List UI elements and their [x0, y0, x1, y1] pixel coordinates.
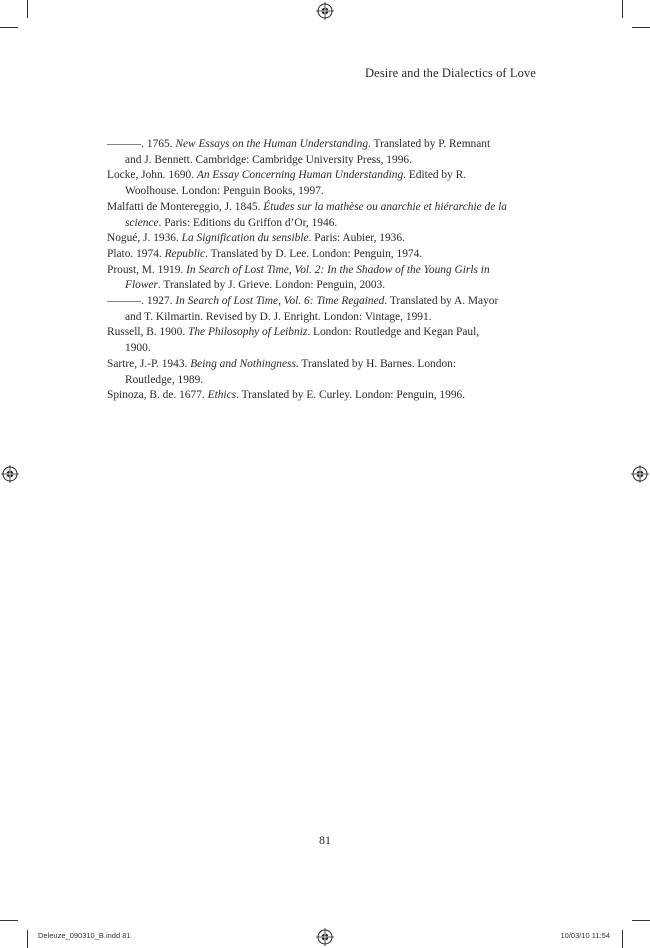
- reference-title: In Search of Lost Time, Vol. 2: In the Shadow of the Young Girls in: [186, 263, 490, 276]
- reference-text: Spinoza, B. de. 1677.: [107, 389, 208, 402]
- reference-text: . Translated by A. Mayor: [384, 295, 499, 308]
- reference-title: New Essays on the Human Understanding: [175, 138, 369, 150]
- reference-entry: [107, 357, 537, 388]
- crop-mark-bottom-right-horizontal: [632, 920, 650, 921]
- reference-entry: [107, 294, 537, 325]
- slug-file-name: Deleuze_090310_B.indd 81: [38, 931, 131, 940]
- reference-entry: [107, 263, 537, 294]
- reference-text: 1900.: [125, 342, 151, 355]
- reference-title: Flower: [125, 279, 158, 292]
- bibliography-list: [107, 137, 537, 404]
- reference-text: Routledge, 1989.: [125, 373, 204, 386]
- reference-title: An Essay Concerning Human Understanding: [196, 169, 404, 182]
- reference-title: Ethics: [207, 389, 237, 402]
- reference-text: . Edited by R.: [403, 169, 467, 182]
- reference-text: . Translated by P. Remnant: [368, 138, 491, 150]
- reference-text: . London: Routledge and Kegan Paul,: [307, 326, 480, 339]
- crop-mark-bottom-left-vertical: [27, 930, 28, 948]
- reference-title: Études sur la mathèse ou anarchie et hiérarchie de la: [263, 200, 507, 213]
- registration-target-icon: [1, 465, 19, 483]
- reference-text: . Paris: Editions du Griffon d’Or, 1946.: [158, 216, 338, 229]
- reference-entry: [107, 168, 537, 199]
- reference-entry: [107, 137, 537, 168]
- registration-target-icon: [631, 465, 649, 483]
- reference-text: ———. 1765.: [107, 138, 176, 150]
- reference-text: Woolhouse. London: Penguin Books, 1997.: [125, 185, 324, 198]
- reference-text: Russell, B. 1900.: [107, 326, 189, 339]
- crop-mark-bottom-right-vertical: [622, 930, 623, 948]
- reference-text: Nogué, J. 1936.: [107, 232, 182, 245]
- reference-text: . Translated by J. Grieve. London: Penguin, 2003.: [157, 279, 386, 292]
- crop-mark-top-left-horizontal: [0, 27, 18, 28]
- reference-text: . Paris: Aubier, 1936.: [308, 232, 405, 245]
- reference-title: The Philosophy of Leibniz: [188, 326, 308, 339]
- reference-title: Republic: [164, 247, 206, 260]
- reference-text: Malfatti de Montereggio, J. 1845.: [107, 200, 264, 213]
- reference-entry: [107, 325, 537, 356]
- reference-text: . Translated by E. Curley. London: Penguin, 1996.: [236, 389, 466, 402]
- reference-text: Plato. 1974.: [107, 247, 165, 260]
- running-head: Desire and the Dialectics of Love: [365, 66, 536, 80]
- crop-mark-top-right-horizontal: [632, 27, 650, 28]
- reference-entry: [107, 247, 537, 263]
- reference-text: ———. 1927.: [107, 295, 176, 308]
- reference-title: In Search of Lost Time, Vol. 6: Time Regained: [175, 295, 385, 308]
- reference-title: Being and Nothingness: [190, 357, 296, 370]
- reference-title: science: [125, 216, 159, 229]
- reference-text: Sartre, J.-P. 1943.: [107, 357, 191, 370]
- reference-entry: [107, 200, 537, 231]
- crop-mark-top-left-vertical: [27, 0, 28, 18]
- reference-text: . Translated by H. Barnes. London:: [295, 357, 456, 370]
- reference-text: and T. Kilmartin. Revised by D. J. Enright. London: Vintage, 1991.: [125, 310, 432, 323]
- reference-text: and J. Bennett. Cambridge: Cambridge University Press, 1996.: [125, 153, 412, 166]
- reference-title: La Signification du sensible: [181, 232, 309, 245]
- reference-text: . Translated by D. Lee. London: Penguin, 1974.: [205, 247, 423, 260]
- registration-target-icon: [316, 928, 334, 946]
- reference-entry: [107, 388, 537, 404]
- crop-mark-top-right-vertical: [622, 0, 623, 18]
- page-number: 81: [319, 833, 331, 847]
- reference-text: Locke, John. 1690.: [107, 169, 197, 182]
- slug-date-time: 10/03/10 11:54: [560, 931, 610, 940]
- reference-text: Proust, M. 1919.: [107, 263, 187, 276]
- registration-target-icon: [316, 2, 334, 20]
- crop-mark-bottom-left-horizontal: [0, 920, 18, 921]
- reference-entry: [107, 231, 537, 247]
